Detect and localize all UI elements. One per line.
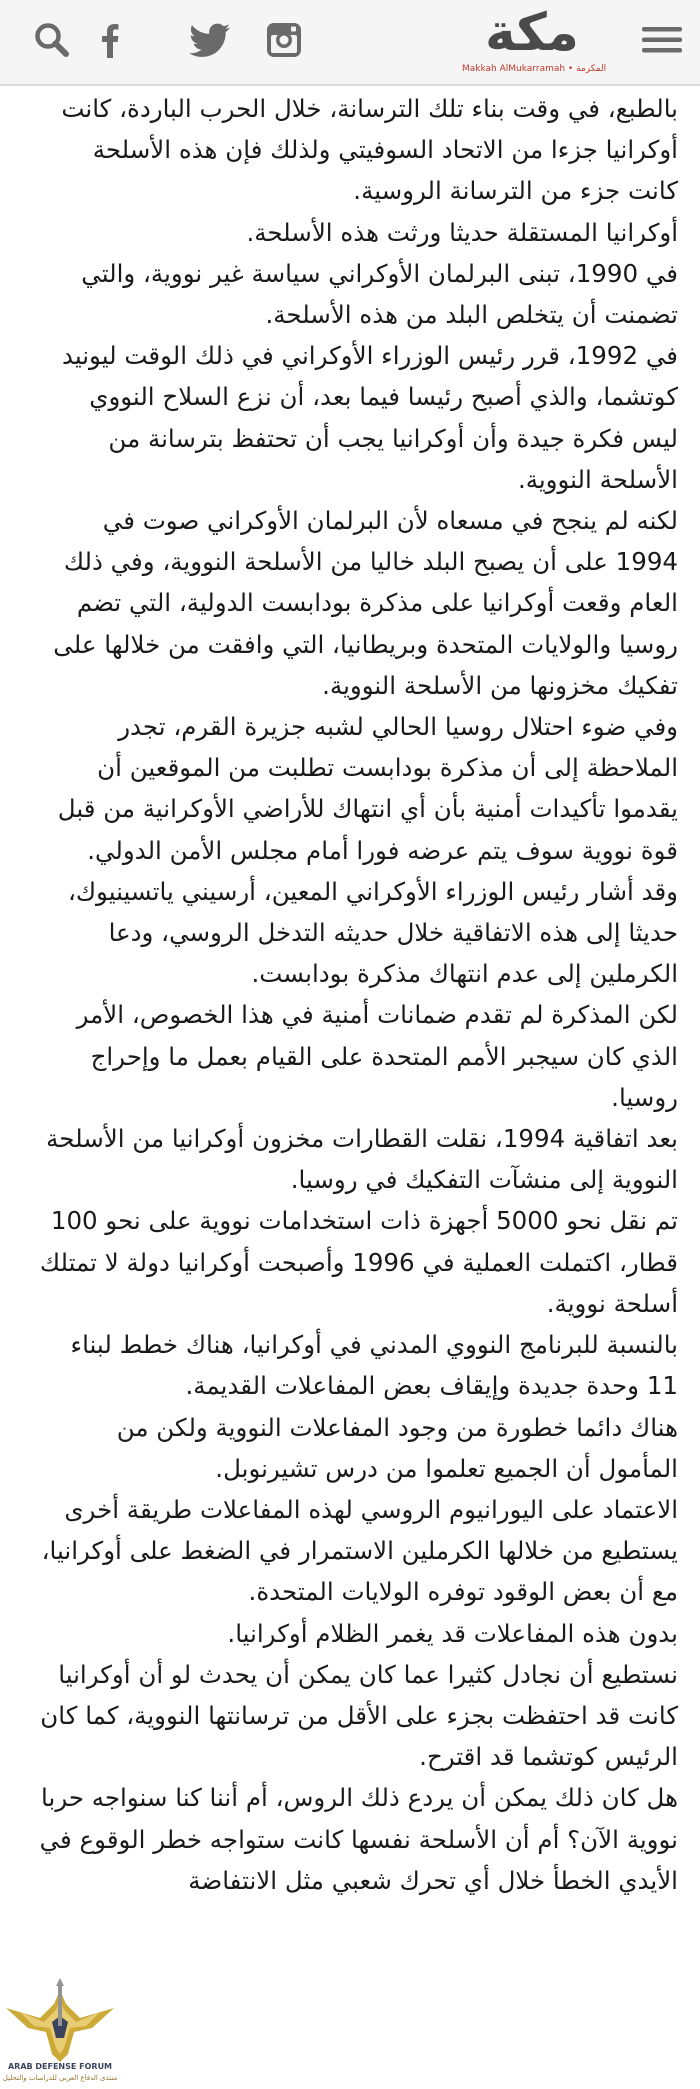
article-paragraph: في 1990، تبنى البرلمان الأوكراني سياسة غير نووية، والتي تضمنت أن يتخلص البلد من هذه الأسلحة. (81, 258, 678, 330)
menu-button[interactable] (636, 14, 688, 66)
watermark-sublabel: منتدى الدفاع العربي للدراسات والتحليل (2, 2074, 118, 2082)
article-paragraph: بالطبع، في وقت بناء تلك الترسانة، خلال الحرب الباردة، كانت أوكرانيا جزءا من الاتحاد السوفيتي ولذلك فإن هذه الأسلحة كانت جزء من الترسانة الروسية. (61, 94, 678, 206)
menu-icon (640, 20, 684, 60)
twitter-icon (188, 20, 232, 60)
eagle-emblem-icon (0, 1978, 120, 2062)
search-button[interactable] (26, 14, 78, 66)
article-paragraph: لكن المذكرة لم تقدم ضمانات أمنية في هذا الخصوص، الأمر الذي كان سيجبر الأمم المتحدة على القيام بعمل ما وإحراج روسيا. (76, 1000, 678, 1112)
site-logo[interactable] (462, 3, 607, 78)
logo-subtitle: Makkah AlMukarramah • المكرمة (462, 64, 607, 74)
site-header (0, 0, 700, 86)
article-paragraph: وفي ضوء احتلال روسيا الحالي لشبه جزيرة القرم، تجدر الملاحظة إلى أن مذكرة بودابست تطلبت من الموقعين أن يقدموا تأكيدات أمنية بأن أي انتهاك للأراضي الأوكرانية من قبل قوة نووية سوف يتم عرضه فورا أمام مجلس الأمن الدولي. (57, 712, 678, 865)
article-paragraph: في 1992، قرر رئيس الوزراء الأوكراني في ذلك الوقت ليونيد كوتشما، والذي أصبح رئيسا فيما بعد، أن نزع السلاح النووي ليس فكرة جيدة وأن أوكرانيا يجب أن تحتفظ بترسانة من الأسلحة النووية. (61, 341, 678, 494)
article-paragraph: هناك دائما خطورة من وجود المفاعلات النووية ولكن من المأمول أن الجميع تعلموا من درس تشيرنوبل. (116, 1412, 678, 1483)
article-paragraph: الاعتماد على اليورانيوم الروسي لهذه المفاعلات طريقة أخرى يستطيع من خلالها الكرملين الاستمرار في الضغط على أوكرانيا، مع أن بعض الوقود توفره الولايات المتحدة. (41, 1494, 678, 1607)
article-paragraph: بدون هذه المفاعلات قد يغمر الظلام أوكرانيا. (227, 1618, 678, 1648)
instagram-icon (264, 20, 304, 60)
article-paragraph: بعد اتفاقية 1994، نقلت القطارات مخزون أوكرانيا من الأسلحة النووية إلى منشآت التفكيك في روسيا. (46, 1124, 678, 1195)
watermark (0, 1978, 120, 2089)
article-paragraph: نستطيع أن نجادل كثيرا عما كان يمكن أن يحدث لو أن أوكرانيا كانت قد احتفظت بجزء على الأقل من ترسانتها النووية، كما كان الرئيس كوتشما قد اقترح. (40, 1659, 678, 1772)
article-paragraph: تم نقل نحو 5000 أجهزة ذات استخدامات نووية على نحو 100 قطار، اكتملت العملية في 1996 وأصبحت أوكرانيا دولة لا تمتلك أسلحة نووية. (39, 1206, 678, 1318)
article-paragraph: هل كان ذلك يمكن أن يردع ذلك الروس، أم أننا كنا سنواجه حربا نووية الآن؟ أم أن الأسلحة نفسها كانت ستواجه خطر الوقوع في الأيدي الخطأ خلال أي تحرك شعبي مثل الانتفاضة (39, 1783, 678, 1895)
article-body (38, 88, 678, 1901)
facebook-button[interactable] (84, 14, 136, 66)
search-icon (32, 20, 72, 60)
instagram-button[interactable] (258, 14, 310, 66)
article-paragraph: لكنه لم ينجح في مسعاه لأن البرلمان الأوكراني صوت في 1994 على أن يصبح البلد خاليا من الأسلحة النووية، وفي ذلك العام وقعت أوكرانيا على مذكرة بودابست الدولية، التي تضم روسيا والولايات المتحدة وبريطانيا، التي وافقت من خلالها على تفكيك مخزونها من الأسلحة النووية. (53, 506, 678, 700)
facebook-icon (90, 20, 130, 60)
watermark-label: ARAB DEFENSE FORUM (7, 2062, 113, 2071)
logo-text: مكة (485, 3, 579, 63)
article-paragraph: أوكرانيا المستقلة حديثا ورثت هذه الأسلحة. (246, 217, 678, 247)
twitter-button[interactable] (184, 14, 236, 66)
article-paragraph: بالنسبة للبرنامج النووي المدني في أوكرانيا، هناك خطط لبناء 11 وحدة جديدة وإيقاف بعض المفاعلات القديمة. (70, 1330, 678, 1401)
article-paragraph: وقد أشار رئيس الوزراء الأوكراني المعين، أرسيني ياتسينيوك، حديثا إلى هذه الاتفاقية خلال حديثه التدخل الروسي، ودعا الكرملين إلى عدم انتهاك مذكرة بودابست. (67, 876, 678, 989)
